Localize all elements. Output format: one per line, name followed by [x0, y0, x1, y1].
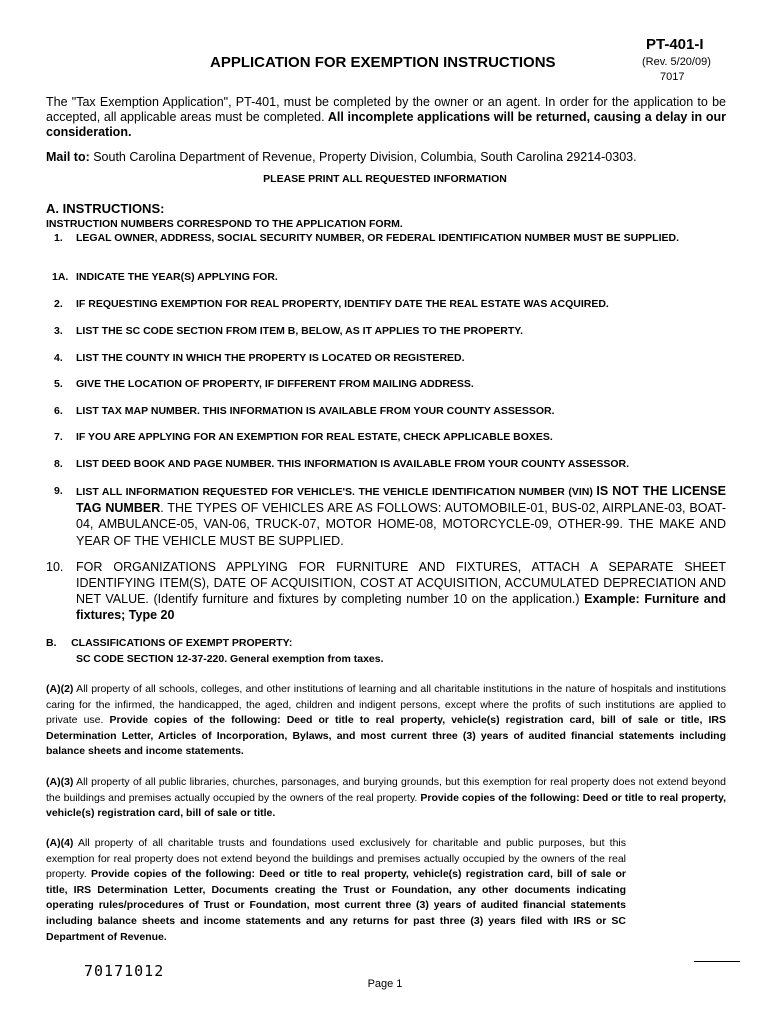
classification-requirements: Provide copies of the following: Deed or title to real property, vehicle(s) registration card, bill of sale or title, IRS Determination Letter, Articles of Incorporation, Bylaws, and most current three (3) years of audited financial statements including balance sheets and income statements.: [46, 714, 726, 758]
revision-date: (Rev. 5/20/09): [642, 56, 711, 68]
item9-text: . THE TYPES OF VEHICLES ARE AS FOLLOWS: AUTOMOBILE-01, BUS-02, AIRPLANE-03, BOAT-04, AMBULANCE-05, VAN-06, TRUCK-07, MOTOR HOME-08, MOTORCYCLE-09, OTHER-99. THE MAKE AND YEAR OF THE VEHICLE MUST BE SUPPLIED.: [76, 500, 726, 548]
classification-label: (A)(2): [46, 683, 74, 695]
item-number: 9.: [54, 485, 63, 497]
item-text: LIST DEED BOOK AND PAGE NUMBER. THIS INFORMATION IS AVAILABLE FROM YOUR COUNTY ASSESSOR.: [76, 458, 630, 470]
classification-text: All property of all charitable trusts and foundations used exclusively for charitable and public purposes, but this exemption for real property does not extend beyond the buildings and premises actually occupied by the owners of the real property.: [46, 837, 626, 881]
item-number: 4.: [54, 352, 63, 364]
section-a-heading: A. INSTRUCTIONS:: [46, 201, 165, 216]
item-text: LIST TAX MAP NUMBER. THIS INFORMATION IS AVAILABLE FROM YOUR COUNTY ASSESSOR.: [76, 405, 555, 417]
classification-requirements: Provide copies of the following: Deed or title to real property, vehicle(s) registration card, bill of sale or title.: [46, 791, 726, 820]
item9-bold-b: IS NOT THE LICENSE TAG NUMBER: [76, 484, 726, 515]
instruction-item: [46, 431, 726, 444]
item-text: LIST THE COUNTY IN WHICH THE PROPERTY IS LOCATED OR REGISTERED.: [76, 352, 465, 364]
item-text: INDICATE THE YEAR(S) APPLYING FOR.: [76, 271, 278, 283]
item-number: 6.: [54, 405, 63, 417]
classification-a2: [46, 682, 726, 760]
item-text: IF YOU ARE APPLYING FOR AN EXEMPTION FOR REAL ESTATE, CHECK APPLICABLE BOXES.: [76, 431, 553, 443]
item10-text: FOR ORGANIZATIONS APPLYING FOR FURNITURE AND FIXTURES, ATTACH A SEPARATE SHEET IDENTIFYING ITEM(S), DATE OF ACQUISITION, COST AT ACQUISITION, ACCUMULATED DEPRECIATION AND NET VALUE. (Identify furniture and fixtures by completing number 10 on the application.): [76, 560, 726, 606]
classification-a3: [46, 775, 726, 822]
mail-to: [46, 150, 726, 165]
instruction-item: [46, 298, 726, 311]
instruction-item-9: [46, 484, 726, 550]
item-number: 1.: [54, 232, 63, 244]
mail-address: South Carolina Department of Revenue, Property Division, Columbia, South Carolina 29214-0303.: [89, 150, 637, 164]
item10-example: Example: Furniture and fixtures; Type 20: [76, 592, 726, 622]
classification-label: (A)(4): [46, 837, 74, 849]
mail-label: Mail to:: [46, 150, 90, 164]
section-a-subheading: INSTRUCTION NUMBERS CORRESPOND TO THE APPLICATION FORM.: [46, 218, 403, 230]
item-text: LEGAL OWNER, ADDRESS, SOCIAL SECURITY NUMBER, OR FEDERAL IDENTIFICATION NUMBER MUST BE SUPPLIED.: [76, 232, 680, 244]
item-number: 7.: [54, 431, 63, 443]
instruction-item: [46, 352, 726, 365]
footer-rule: [694, 961, 740, 962]
print-notice: PLEASE PRINT ALL REQUESTED INFORMATION: [263, 173, 507, 185]
item-text: GIVE THE LOCATION OF PROPERTY, IF DIFFERENT FROM MAILING ADDRESS.: [76, 378, 474, 390]
instruction-item: [46, 325, 726, 338]
classification-text: All property of all public libraries, churches, parsonages, and burying grounds, but this exemption for real property does not extend beyond the buildings and premises actually occupied by the owners of the real property.: [46, 776, 726, 804]
barcode-number: 70171012: [84, 962, 165, 980]
item-number: 3.: [54, 325, 63, 337]
item-number: 10.: [46, 560, 64, 574]
classification-text: All property of all schools, colleges, and other institutions of learning and all charitable institutions in the nature of hospitals and institutions caring for the infirmed, the handicapped, the aged, children and indigent persons, except where the profits of such institutions are applied to private use.: [46, 683, 726, 727]
page-number: Page 1: [367, 978, 403, 990]
page-title: APPLICATION FOR EXEMPTION INSTRUCTIONS: [210, 54, 556, 71]
section-b-heading: B. CLASSIFICATIONS OF EXEMPT PROPERTY:: [46, 637, 293, 649]
form-code: 7017: [660, 71, 685, 83]
intro-bold-text: All incomplete applications will be returned, causing a delay in our consideration.: [46, 110, 726, 139]
section-b-subheading: SC CODE SECTION 12-37-220. General exemption from taxes.: [76, 653, 384, 665]
item-number: 2.: [54, 298, 63, 310]
instruction-item: [46, 405, 726, 418]
instruction-item: [46, 378, 726, 391]
item-text: IF REQUESTING EXEMPTION FOR REAL PROPERTY, IDENTIFY DATE THE REAL ESTATE WAS ACQUIRED.: [76, 298, 609, 310]
instruction-item: [46, 458, 726, 471]
item9-bold-a: LIST ALL INFORMATION REQUESTED FOR VEHICLE'S. THE VEHICLE IDENTIFICATION NUMBER (VIN): [76, 486, 597, 498]
item-number: 1A.: [52, 271, 69, 283]
instruction-item: [46, 271, 726, 284]
item-number: 5.: [54, 378, 63, 390]
item-number: 8.: [54, 458, 63, 470]
classification-requirements: Provide copies of the following: Deed or title to real property, vehicle(s) registration card, bill of sale or title, IRS Determination Letter, Documents creating the Trust or Foundation, any other documents indicating operating rules/procedures of Trust or Foundation, most current three (3) years of audited financial statements including balance sheets and income statements and any returns for past three (3) years filed with IRS or SC Department of Revenue.: [46, 868, 626, 943]
item-text: LIST THE SC CODE SECTION FROM ITEM B, BELOW, AS IT APPLIES TO THE PROPERTY.: [76, 325, 524, 337]
intro-text: The "Tax Exemption Application", PT-401, must be completed by the owner or an agent. In order for the application to be accepted, all applicable areas must be completed.: [46, 95, 726, 124]
instruction-item: [46, 232, 726, 245]
classification-label: (A)(3): [46, 776, 74, 788]
instruction-item-10: [46, 559, 726, 623]
intro-paragraph: [46, 95, 726, 140]
classification-a4: [46, 836, 626, 945]
form-id: PT-401-I: [646, 36, 704, 53]
